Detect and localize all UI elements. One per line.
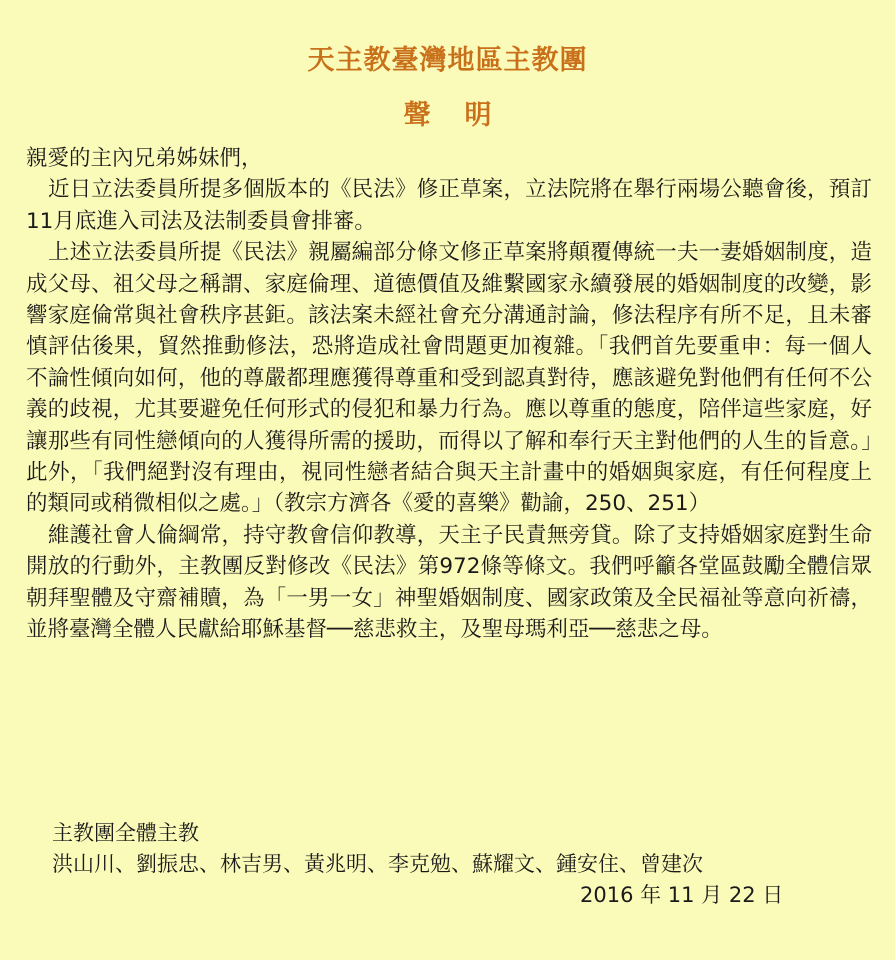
document-subtitle: 聲明	[403, 100, 526, 131]
signature-date: 2016 年 11 月 22 日	[580, 883, 784, 907]
paragraph-1: 近日立法委員所提多個版本的《民法》修正草案，立法院將在舉行兩場公聽會後，預訂11月底進入司法及法制委員會排審。	[26, 177, 872, 234]
signature-label: 主教團全體主教	[52, 821, 199, 845]
signature-names: 洪山川、劉振忠、林吉男、黃兆明、李克勉、蘇耀文、鍾安住、曾建次	[52, 852, 703, 876]
paragraph-2: 上述立法委員所提《民法》親屬編部分條文修正草案將顛覆傳統一夫一妻婚姻制度，造成父母、祖父母之稱謂、家庭倫理、道德價值及維繫國家永續發展的婚姻制度的改變，影響家庭倫常與社會秩序甚鉅。該法案未經社會充分溝通討論，修法程序有所不足，且未審慎評估後果，貿然推動修法，恐將造成社會問題更加複雜。「我們首先要重申：每一個人不論性傾向如何，他的尊嚴都理應獲得尊重和受到認真對待，應該避免對他們有任何不公義的歧視，尤其要避免任何形式的侵犯和暴力行為。應以尊重的態度，陪伴這些家庭，好讓那些有同性戀傾向的人獲得所需的援助，而得以了解和奉行天主對他們的人生的旨意。」此外，「我們絕對沒有理由，視同性戀者結合與天主計畫中的婚姻與家庭，有任何程度上的類同或稍微相似之處。」（教宗方濟各《愛的喜樂》勸諭，250、251）	[26, 240, 872, 517]
statement-body	[26, 143, 872, 646]
greeting-line: 親愛的主內兄弟姊妹們，	[26, 146, 263, 171]
document-title: 天主教臺灣地區主教團	[307, 45, 588, 76]
paragraph-3: 維護社會人倫綱常，持守教會信仰教導，天主子民責無旁貸。除了支持婚姻家庭對生命開放的行動外，主教團反對修改《民法》第972條等條文。我們呼籲各堂區鼓勵全體信眾朝拜聖體及守齋補贖，為「一男一女」神聖婚姻制度、國家政策及全民福祉等意向祈禱，並將臺灣全體人民獻給耶穌基督──慈悲救主，及聖母瑪利亞──慈悲之母。	[26, 522, 872, 643]
